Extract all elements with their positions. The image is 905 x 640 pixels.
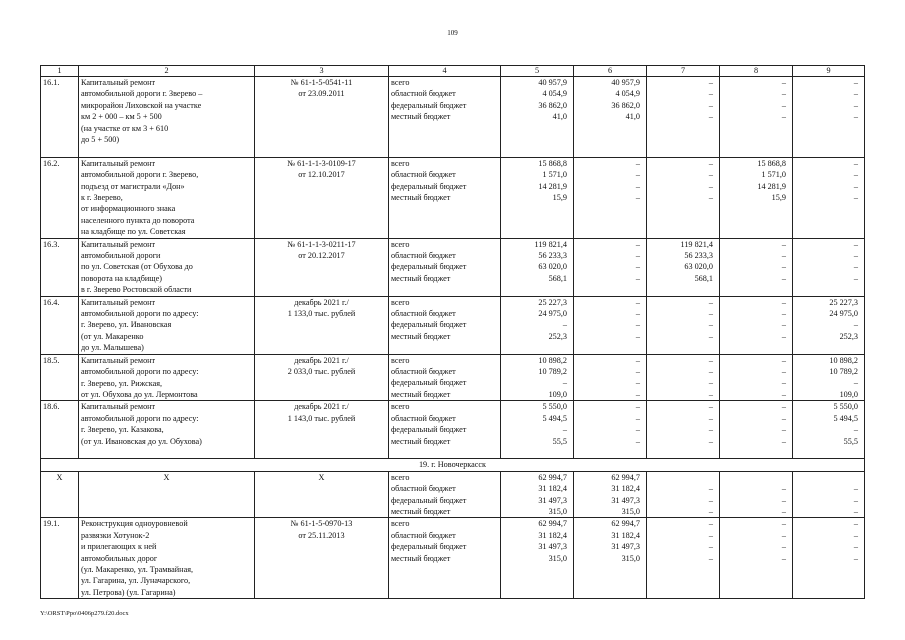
- amount-value: –: [708, 530, 713, 540]
- amount-value: 63 020,0: [684, 262, 713, 272]
- amount-value: –: [635, 425, 640, 435]
- amount-value: –: [781, 355, 786, 365]
- amount-value: –: [853, 425, 858, 435]
- column-number: 4: [389, 66, 501, 77]
- budget-labels: [389, 518, 501, 599]
- column-number: 2: [79, 66, 255, 77]
- amount-value: –: [635, 192, 640, 202]
- table-row: [41, 471, 865, 518]
- amount-value: –: [781, 89, 786, 99]
- amount-cell-c6: [574, 157, 647, 238]
- budget-label: всего: [391, 355, 410, 365]
- amount-cell-c9: [793, 77, 865, 158]
- amount-cell-c7: [647, 296, 720, 354]
- column-number: 8: [720, 66, 793, 77]
- amount-cell-c8: [720, 238, 793, 296]
- amount-value: –: [708, 542, 713, 552]
- amount-value: –: [635, 158, 640, 168]
- object-name: Капитальный ремонт автомобильной дороги г. Зверево – микрорайон Лиховской на участке км 2 + 000 – км 5 + 500 (на участке от км 3 + 610 до 5 + 500): [79, 77, 255, 158]
- amount-value: 31 497,3: [538, 542, 567, 552]
- amount-value: –: [708, 297, 713, 307]
- amount-value: 40 957,9: [611, 78, 640, 87]
- amount-value: –: [708, 170, 713, 180]
- amount-value: –: [708, 320, 713, 330]
- column-number: 9: [793, 66, 865, 77]
- amount-cell-c9: [793, 401, 865, 459]
- amount-value: 25 227,3: [538, 297, 567, 307]
- amount-value: –: [635, 239, 640, 249]
- amount-value: –: [635, 320, 640, 330]
- amount-cell-c8: [720, 296, 793, 354]
- amount-value: 31 497,3: [538, 495, 567, 505]
- amount-value: 5 494,5: [542, 413, 567, 423]
- amount-value: 1 571,0: [542, 170, 567, 180]
- amount-value: 119 821,4: [680, 239, 713, 249]
- amount-cell-c6: [574, 471, 647, 518]
- amount-value: 568,1: [548, 273, 567, 283]
- amount-cell-c6: [574, 77, 647, 158]
- amount-value: –: [781, 413, 786, 423]
- amount-value: –: [853, 519, 858, 529]
- city-title: 19. г. Новочеркасск: [41, 459, 865, 471]
- object-name: X: [79, 471, 255, 518]
- table-row: [41, 157, 865, 238]
- amount-value: –: [853, 378, 858, 388]
- amount-cell-c8: [720, 157, 793, 238]
- budget-label: местный бюджет: [391, 389, 451, 399]
- amount-cell-c5: [501, 471, 574, 518]
- amount-value: –: [781, 297, 786, 307]
- amount-cell-c5: [501, 401, 574, 459]
- budget-label: местный бюджет: [391, 331, 451, 341]
- budget-label: всего: [391, 239, 410, 249]
- budget-label: местный бюджет: [391, 506, 451, 516]
- amount-value: –: [708, 519, 713, 529]
- amount-value: –: [853, 170, 858, 180]
- amount-value: –: [781, 331, 786, 341]
- amount-value: 315,0: [621, 553, 640, 563]
- amount-value: –: [853, 484, 858, 494]
- amount-cell-c5: [501, 354, 574, 401]
- amount-value: 15 868,8: [757, 158, 786, 168]
- budget-label: областной бюджет: [391, 309, 456, 319]
- budget-label: областной бюджет: [391, 367, 456, 377]
- amount-value: 31 182,4: [538, 484, 567, 494]
- amount-value: –: [781, 320, 786, 330]
- amount-value: 119 821,4: [534, 239, 567, 249]
- budget-label: областной бюджет: [391, 484, 456, 494]
- amount-value: 24 975,0: [829, 309, 858, 319]
- amount-value: 56 233,3: [538, 251, 567, 261]
- budget-label: федеральный бюджет: [391, 262, 467, 272]
- amount-value: –: [853, 112, 858, 122]
- amount-value: 4 054,9: [542, 89, 567, 99]
- amount-value: 31 182,4: [538, 530, 567, 540]
- budget-label: федеральный бюджет: [391, 542, 467, 552]
- amount-value: –: [853, 239, 858, 249]
- expertise-details: № 61-1-1-3-0211-17 от 20.12.2017: [255, 238, 389, 296]
- amount-cell-c8: [720, 518, 793, 599]
- amount-cell-c6: [574, 401, 647, 459]
- column-number: 3: [255, 66, 389, 77]
- amount-value: 5 494,5: [833, 413, 858, 423]
- budget-label: областной бюджет: [391, 170, 456, 180]
- expertise-details: № 61-1-5-0541-11 от 23.09.2011: [255, 77, 389, 158]
- amount-value: 31 497,3: [611, 495, 640, 505]
- amount-value: [793, 472, 864, 483]
- amount-value: –: [781, 251, 786, 261]
- amount-value: –: [781, 495, 786, 505]
- amount-value: 4 054,9: [615, 89, 640, 99]
- budget-label: федеральный бюджет: [391, 425, 467, 435]
- expertise-details: X: [255, 471, 389, 518]
- amount-cell-c8: [720, 354, 793, 401]
- budget-labels: [389, 354, 501, 401]
- amount-value: –: [635, 181, 640, 191]
- amount-value: 568,1: [694, 273, 713, 283]
- amount-value: 14 281,9: [538, 181, 567, 191]
- amount-value: –: [708, 484, 713, 494]
- amount-value: 5 550,0: [833, 402, 858, 412]
- budget-label: всего: [391, 158, 410, 168]
- amount-cell-c7: [647, 354, 720, 401]
- amount-value: –: [708, 355, 713, 365]
- amount-cell-c7: [647, 518, 720, 599]
- amount-value: –: [708, 78, 713, 87]
- amount-value: 62 994,7: [611, 519, 640, 529]
- amount-value: –: [635, 273, 640, 283]
- amount-value: 31 497,3: [611, 542, 640, 552]
- table-row: [41, 401, 865, 459]
- amount-value: 62 994,7: [538, 472, 567, 482]
- page-number: 109: [447, 29, 458, 37]
- column-number: 6: [574, 66, 647, 77]
- amount-value: –: [853, 181, 858, 191]
- amount-value: –: [781, 78, 786, 87]
- object-name: Капитальный ремонт автомобильной дороги г. Зверево, подъезд от магистрали «Дон» к г. Зверево, от информационного знака населенного пункта до поворота на кладбище по ул. Советская: [79, 157, 255, 238]
- amount-value: 15 868,8: [538, 158, 567, 168]
- amount-cell-c8: [720, 471, 793, 518]
- amount-value: [720, 472, 792, 483]
- amount-value: 10 789,2: [538, 367, 567, 377]
- amount-value: –: [853, 89, 858, 99]
- column-number: 1: [41, 66, 79, 77]
- amount-value: 31 182,4: [611, 530, 640, 540]
- row-number: X: [41, 471, 79, 518]
- amount-value: –: [781, 309, 786, 319]
- budget-label: местный бюджет: [391, 273, 451, 283]
- amount-value: 24 975,0: [538, 309, 567, 319]
- row-number: 16.1.: [41, 77, 79, 158]
- amount-value: –: [781, 484, 786, 494]
- row-number: 16.2.: [41, 157, 79, 238]
- amount-value: –: [708, 100, 713, 110]
- expertise-details: декабрь 2021 г./ 2 033,0 тыс. рублей: [255, 354, 389, 401]
- amount-value: –: [708, 158, 713, 168]
- amount-cell-c9: [793, 296, 865, 354]
- budget-label: областной бюджет: [391, 413, 456, 423]
- budget-label: всего: [391, 472, 410, 482]
- amount-cell-c5: [501, 296, 574, 354]
- table-row: [41, 518, 865, 599]
- amount-value: –: [635, 309, 640, 319]
- amount-value: –: [635, 367, 640, 377]
- amount-value: [647, 472, 719, 483]
- amount-value: 315,0: [548, 506, 567, 516]
- amount-value: –: [781, 112, 786, 122]
- budget-label: всего: [391, 402, 410, 412]
- amount-value: 109,0: [839, 389, 858, 399]
- amount-cell-c5: [501, 77, 574, 158]
- amount-value: 31 182,4: [611, 484, 640, 494]
- amount-value: 10 898,2: [538, 355, 567, 365]
- budget-label: местный бюджет: [391, 436, 451, 446]
- object-name: Капитальный ремонт автомобильной дороги по адресу: г. Зверево, ул. Казакова, (от ул. Ивановская до ул. Обухова): [79, 401, 255, 459]
- amount-value: 25 227,3: [829, 297, 858, 307]
- budget-label: федеральный бюджет: [391, 495, 467, 505]
- budget-label: федеральный бюджет: [391, 378, 467, 388]
- budget-label: всего: [391, 297, 410, 307]
- table-row: [41, 238, 865, 296]
- amount-value: 15,9: [552, 192, 567, 202]
- amount-value: –: [708, 331, 713, 341]
- amount-value: –: [853, 530, 858, 540]
- amount-value: –: [781, 367, 786, 377]
- row-number: 16.4.: [41, 296, 79, 354]
- amount-value: –: [781, 273, 786, 283]
- amount-value: –: [853, 78, 858, 87]
- amount-value: –: [635, 170, 640, 180]
- amount-value: –: [708, 436, 713, 446]
- amount-cell-c7: [647, 238, 720, 296]
- amount-value: 36 862,0: [611, 100, 640, 110]
- expertise-details: декабрь 2021 г./ 1 133,0 тыс. рублей: [255, 296, 389, 354]
- amount-value: –: [635, 378, 640, 388]
- expertise-details: № 61-1-1-3-0109-17 от 12.10.2017: [255, 157, 389, 238]
- amount-value: –: [853, 542, 858, 552]
- budget-labels: [389, 238, 501, 296]
- amount-value: 252,3: [548, 331, 567, 341]
- object-name: Капитальный ремонт автомобильной дороги по ул. Советская (от Обухова до поворота на кладбище) в г. Зверево Ростовской области: [79, 238, 255, 296]
- budget-label: местный бюджет: [391, 192, 451, 202]
- amount-value: –: [781, 239, 786, 249]
- amount-value: –: [781, 389, 786, 399]
- amount-value: 62 994,7: [538, 519, 567, 529]
- amount-value: 56 233,3: [684, 251, 713, 261]
- amount-value: –: [708, 309, 713, 319]
- program-table: [40, 65, 865, 599]
- amount-value: 15,9: [771, 192, 786, 202]
- amount-value: –: [708, 192, 713, 202]
- amount-value: –: [853, 251, 858, 261]
- budget-labels: [389, 77, 501, 158]
- amount-cell-c7: [647, 401, 720, 459]
- amount-value: –: [781, 425, 786, 435]
- amount-value: 109,0: [548, 389, 567, 399]
- budget-labels: [389, 157, 501, 238]
- amount-value: –: [635, 331, 640, 341]
- amount-value: –: [708, 495, 713, 505]
- amount-value: –: [562, 320, 567, 330]
- amount-value: –: [635, 251, 640, 261]
- amount-value: –: [781, 436, 786, 446]
- amount-value: –: [781, 506, 786, 516]
- expertise-details: № 61-1-5-0970-13 от 25.11.2013: [255, 518, 389, 599]
- amount-cell-c6: [574, 238, 647, 296]
- file-path-footer: Y:\ORST\Ppo\0406p279.f20.docx: [40, 610, 129, 617]
- amount-value: 55,5: [843, 436, 858, 446]
- amount-value: –: [708, 553, 713, 563]
- amount-value: 55,5: [552, 436, 567, 446]
- amount-value: –: [781, 553, 786, 563]
- amount-cell-c8: [720, 401, 793, 459]
- budget-label: всего: [391, 78, 410, 87]
- column-number-row: [41, 66, 865, 77]
- amount-value: –: [708, 89, 713, 99]
- amount-cell-c5: [501, 518, 574, 599]
- amount-value: –: [708, 506, 713, 516]
- amount-value: 40 957,9: [538, 78, 567, 87]
- amount-value: –: [635, 355, 640, 365]
- budget-label: местный бюджет: [391, 112, 451, 122]
- amount-cell-c9: [793, 354, 865, 401]
- amount-value: –: [708, 389, 713, 399]
- amount-cell-c9: [793, 238, 865, 296]
- table-row: [41, 77, 865, 158]
- amount-value: –: [708, 367, 713, 377]
- amount-value: –: [562, 425, 567, 435]
- amount-cell-c5: [501, 238, 574, 296]
- amount-value: 63 020,0: [538, 262, 567, 272]
- expertise-details: декабрь 2021 г./ 1 143,0 тыс. рублей: [255, 401, 389, 459]
- amount-value: –: [853, 262, 858, 272]
- amount-cell-c7: [647, 471, 720, 518]
- row-number: 19.1.: [41, 518, 79, 599]
- amount-value: –: [708, 402, 713, 412]
- amount-value: 36 862,0: [538, 100, 567, 110]
- amount-cell-c6: [574, 354, 647, 401]
- amount-value: 315,0: [621, 506, 640, 516]
- amount-value: 10 898,2: [829, 355, 858, 365]
- budget-label: всего: [391, 519, 410, 529]
- amount-cell-c6: [574, 296, 647, 354]
- amount-value: –: [853, 192, 858, 202]
- amount-cell-c5: [501, 157, 574, 238]
- amount-value: 14 281,9: [757, 181, 786, 191]
- amount-value: –: [781, 530, 786, 540]
- budget-label: областной бюджет: [391, 530, 456, 540]
- table-row: [41, 354, 865, 401]
- amount-value: –: [853, 158, 858, 168]
- column-number: 5: [501, 66, 574, 77]
- amount-value: –: [635, 413, 640, 423]
- row-number: 18.5.: [41, 354, 79, 401]
- amount-value: –: [853, 100, 858, 110]
- amount-value: –: [781, 262, 786, 272]
- budget-labels: [389, 296, 501, 354]
- city-section-header: [41, 459, 865, 471]
- budget-label: федеральный бюджет: [391, 320, 467, 330]
- amount-value: –: [635, 262, 640, 272]
- amount-value: –: [708, 181, 713, 191]
- object-name: Капитальный ремонт автомобильной дороги по адресу: г. Зверево, ул. Ивановская (от ул. Макаренко до ул. Малышева): [79, 296, 255, 354]
- amount-value: 5 550,0: [542, 402, 567, 412]
- amount-value: –: [708, 425, 713, 435]
- amount-value: 62 994,7: [611, 472, 640, 482]
- table-row: [41, 296, 865, 354]
- budget-label: областной бюджет: [391, 89, 456, 99]
- amount-value: 41,0: [625, 112, 640, 122]
- amount-cell-c9: [793, 471, 865, 518]
- amount-value: –: [781, 519, 786, 529]
- amount-value: 315,0: [548, 553, 567, 563]
- amount-value: –: [853, 320, 858, 330]
- object-name: Капитальный ремонт автомобильной дороги по адресу: г. Зверево, ул. Рижская, от ул. Обухова до ул. Лермонтова: [79, 354, 255, 401]
- row-number: 18.6.: [41, 401, 79, 459]
- amount-cell-c7: [647, 157, 720, 238]
- budget-label: местный бюджет: [391, 553, 451, 563]
- amount-value: –: [635, 436, 640, 446]
- object-name: Реконструкция одноуровневой развязки Хотунок-2 и прилегающих к ней автомобильных дорог (ул. Макаренко, ул. Трамвайная, ул. Гагарина, ул. Луначарского, ул. Петрова) (ул. Гагарина): [79, 518, 255, 599]
- row-number: 16.3.: [41, 238, 79, 296]
- amount-value: 1 571,0: [761, 170, 786, 180]
- amount-value: 41,0: [552, 112, 567, 122]
- amount-value: 10 789,2: [829, 367, 858, 377]
- amount-value: –: [708, 413, 713, 423]
- amount-value: –: [562, 378, 567, 388]
- amount-value: –: [708, 112, 713, 122]
- budget-label: федеральный бюджет: [391, 181, 467, 191]
- amount-value: –: [635, 389, 640, 399]
- amount-value: –: [708, 378, 713, 388]
- amount-value: –: [853, 553, 858, 563]
- amount-value: –: [781, 542, 786, 552]
- amount-cell-c8: [720, 77, 793, 158]
- amount-cell-c7: [647, 77, 720, 158]
- budget-labels: [389, 471, 501, 518]
- budget-label: федеральный бюджет: [391, 100, 467, 110]
- amount-value: –: [781, 100, 786, 110]
- amount-cell-c9: [793, 157, 865, 238]
- budget-label: областной бюджет: [391, 251, 456, 261]
- amount-value: –: [781, 378, 786, 388]
- amount-value: –: [853, 273, 858, 283]
- amount-value: –: [853, 506, 858, 516]
- amount-cell-c9: [793, 518, 865, 599]
- budget-labels: [389, 401, 501, 459]
- column-number: 7: [647, 66, 720, 77]
- amount-value: –: [853, 495, 858, 505]
- amount-value: –: [635, 402, 640, 412]
- amount-value: 252,3: [839, 331, 858, 341]
- amount-value: –: [781, 402, 786, 412]
- amount-cell-c6: [574, 518, 647, 599]
- amount-value: –: [635, 297, 640, 307]
